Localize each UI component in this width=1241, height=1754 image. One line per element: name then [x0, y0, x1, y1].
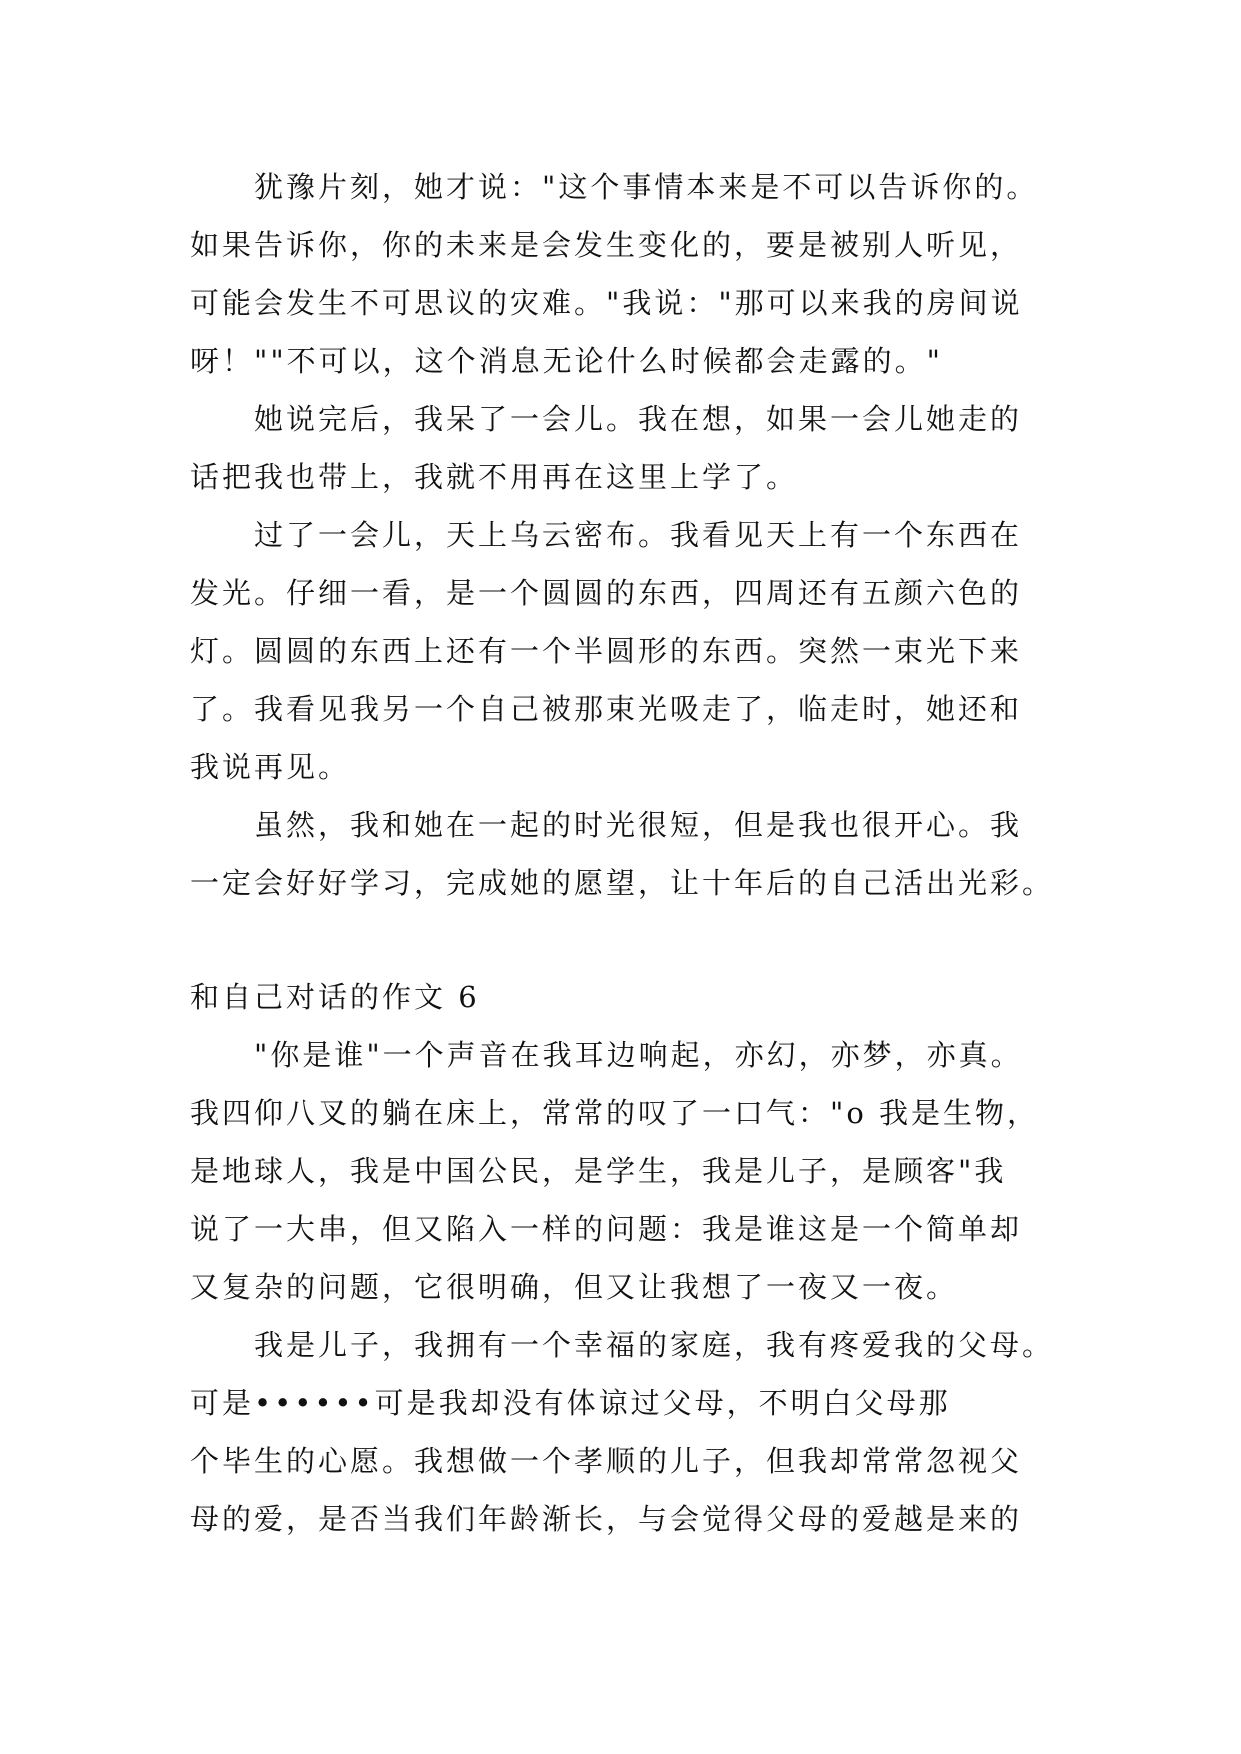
text-line: 母的爱，是否当我们年龄渐长，与会觉得父母的爱越是来的 — [190, 1502, 1023, 1536]
paragraph — [190, 506, 1070, 796]
text-line: 我说再见。 — [190, 750, 351, 784]
text-line: 又复杂的问题，它很明确，但又让我想了一夜又一夜。 — [190, 1270, 959, 1304]
text-line: 过了一会儿，天上乌云密布。我看见天上有一个东西在 — [254, 518, 1023, 552]
text-line: 可是••••••可是我却没有体谅过父母，不明白父母那 — [190, 1386, 951, 1420]
text-line: 灯。圆圆的东西上还有一个半圆形的东西。突然一束光下来 — [190, 634, 1023, 668]
text-line: 她说完后，我呆了一会儿。我在想，如果一会儿她走的 — [254, 402, 1023, 436]
text-line: 呀！""不可以，这个消息无论什么时候都会走露的。" — [190, 344, 944, 378]
text-line: 犹豫片刻，她才说："这个事情本来是不可以告诉你的。 — [254, 170, 1039, 204]
paragraph — [190, 390, 1070, 506]
paragraph — [190, 796, 1070, 912]
paragraph — [190, 158, 1070, 390]
text-line: 可能会发生不可思议的灾难。"我说："那可以来我的房间说 — [190, 286, 1023, 320]
text-line: 说了一大串，但又陷入一样的问题：我是谁这是一个简单却 — [190, 1212, 1023, 1246]
section-heading: 和自己对话的作文 6 — [190, 980, 480, 1014]
text-line: 发光。仔细一看，是一个圆圆的东西，四周还有五颜六色的 — [190, 576, 1023, 610]
document-body — [190, 158, 1070, 1548]
text-line: 我是儿子，我拥有一个幸福的家庭，我有疼爱我的父母。 — [254, 1328, 1055, 1362]
text-line: 个毕生的心愿。我想做一个孝顺的儿子，但我却常常忽视父 — [190, 1444, 1023, 1478]
text-line: "你是谁"一个声音在我耳边响起，亦幻，亦梦，亦真。 — [254, 1038, 1023, 1072]
section-spacer — [190, 912, 1070, 968]
paragraph — [190, 1316, 1070, 1548]
text-line: 如果告诉你，你的未来是会发生变化的，要是被别人听见， — [190, 228, 1023, 262]
text-line: 是地球人，我是中国公民，是学生，我是儿子，是顾客"我 — [190, 1154, 1007, 1188]
text-line: 虽然，我和她在一起的时光很短，但是我也很开心。我 — [254, 808, 1023, 842]
text-line: 了。我看见我另一个自己被那束光吸走了，临走时，她还和 — [190, 692, 1023, 726]
text-line: 话把我也带上，我就不用再在这里上学了。 — [190, 460, 799, 494]
paragraph — [190, 1026, 1070, 1316]
text-line: 一定会好好学习，完成她的愿望，让十年后的自己活出光彩。 — [190, 866, 1055, 900]
text-line: 我四仰八叉的躺在床上，常常的叹了一口气："o 我是生物， — [190, 1096, 1040, 1130]
